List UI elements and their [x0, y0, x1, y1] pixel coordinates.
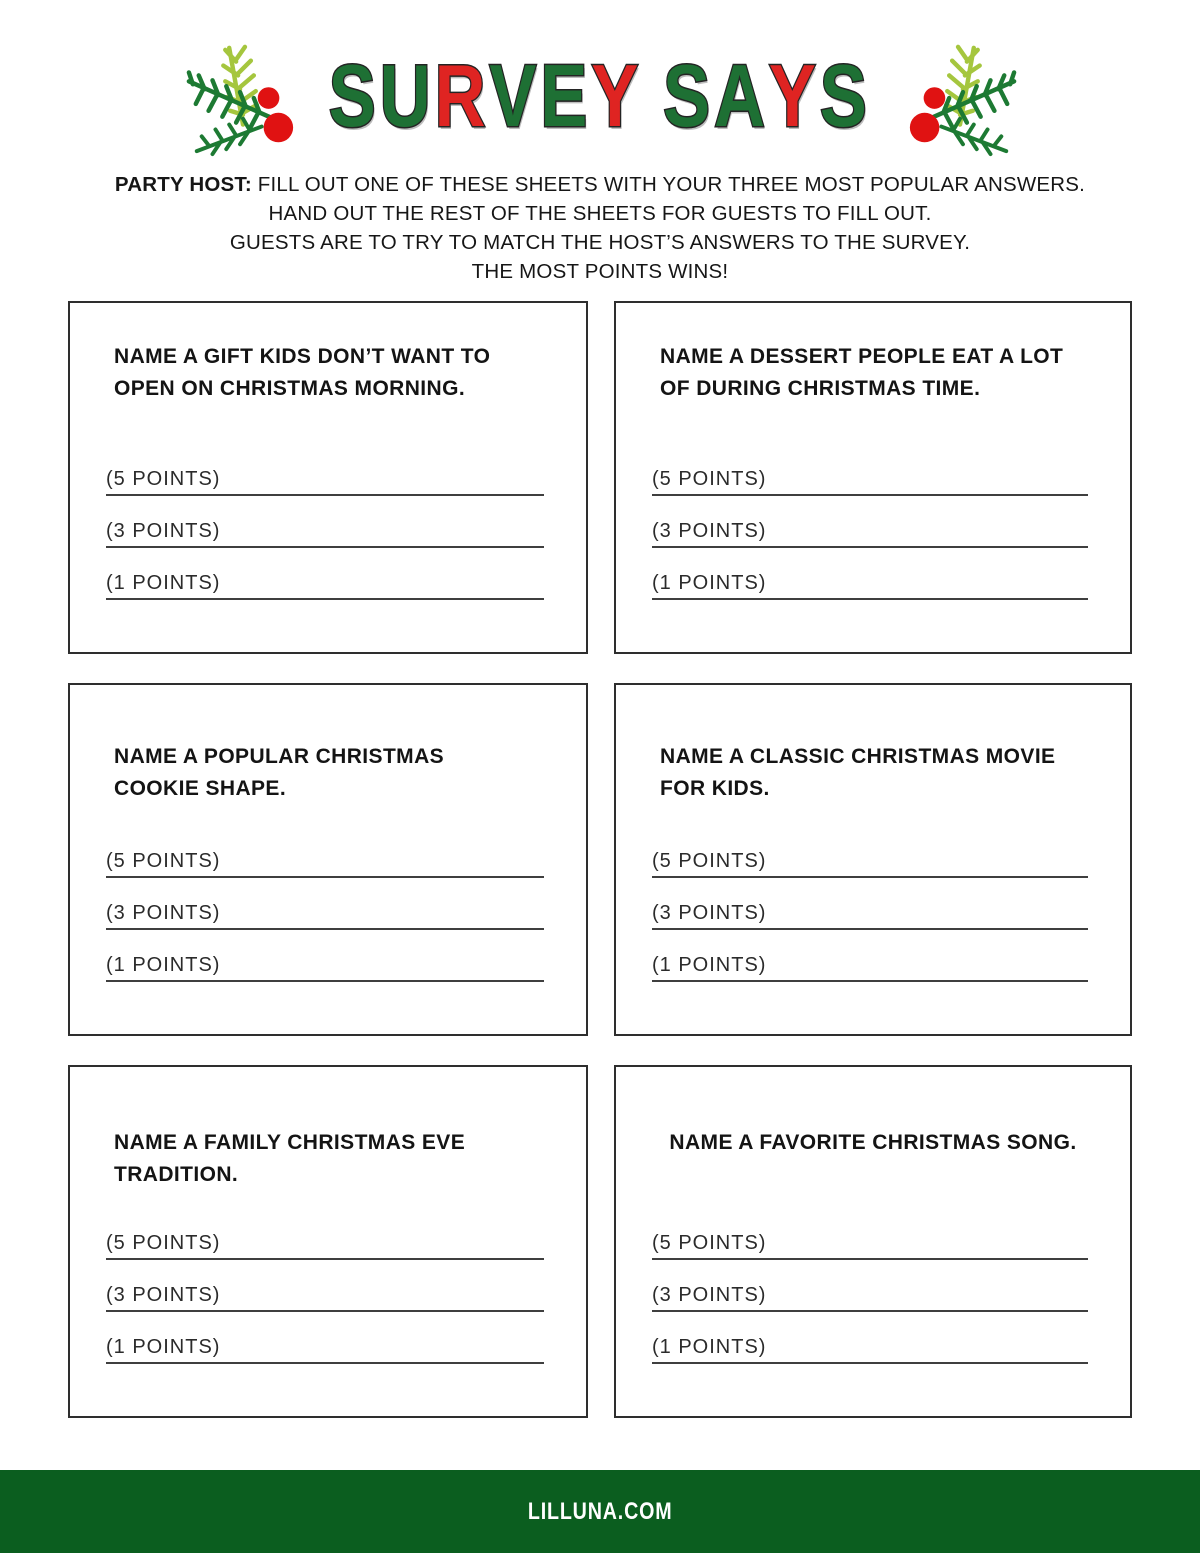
- berry-icon: [924, 87, 946, 109]
- points-label: (5 POINTS): [652, 1232, 767, 1254]
- points-label: (5 POINTS): [106, 850, 221, 872]
- answer-line: [106, 849, 544, 878]
- survey-card-movie: [614, 683, 1132, 1036]
- answer-line: [652, 1335, 1088, 1364]
- points-label: (1 POINTS): [106, 572, 221, 594]
- answer-line: [106, 571, 544, 600]
- points-label: (1 POINTS): [106, 954, 221, 976]
- survey-card-dessert: [614, 301, 1132, 654]
- answer-line: [652, 849, 1088, 878]
- evergreen-sprig-right-icon: [902, 40, 1020, 158]
- answers: [652, 849, 1088, 982]
- answer-line: [106, 901, 544, 930]
- points-label: (1 POINTS): [652, 954, 767, 976]
- card-question: NAME A CLASSIC CHRISTMAS MOVIE FOR KIDS.: [660, 745, 1056, 800]
- instruction-line-4: THE MOST POINTS WINS!: [471, 260, 729, 283]
- card-question: NAME A POPULAR CHRISTMAS COOKIE SHAPE.: [114, 745, 445, 800]
- points-label: (1 POINTS): [652, 572, 767, 594]
- survey-card-cookie: [68, 683, 588, 1036]
- points-label: (3 POINTS): [106, 902, 221, 924]
- points-label: (5 POINTS): [652, 850, 767, 872]
- points-label: (1 POINTS): [652, 1336, 767, 1358]
- answers: [652, 467, 1088, 600]
- page-title: [0, 46, 1200, 145]
- instruction-line-2: HAND OUT THE REST OF THE SHEETS FOR GUESTS TO FILL OUT.: [268, 202, 932, 225]
- answer-line: [106, 519, 544, 548]
- answers: [652, 1231, 1088, 1364]
- answer-line: [106, 1283, 544, 1312]
- points-label: (5 POINTS): [106, 1232, 221, 1254]
- card-question: NAME A GIFT KIDS DON’T WANT TO OPEN ON CHRISTMAS MORNING.: [114, 345, 491, 400]
- answer-line: [652, 467, 1088, 496]
- points-label: (5 POINTS): [652, 468, 767, 490]
- survey-card-song: [614, 1065, 1132, 1418]
- answers: [106, 849, 544, 982]
- survey-cards-grid: [68, 301, 1132, 1418]
- answer-line: [652, 953, 1088, 982]
- points-label: (3 POINTS): [106, 520, 221, 542]
- answer-line: [106, 953, 544, 982]
- answer-line: [652, 901, 1088, 930]
- answer-line: [652, 1283, 1088, 1312]
- answer-line: [652, 519, 1088, 548]
- survey-card-gift: [68, 301, 588, 654]
- answer-line: [652, 1231, 1088, 1260]
- card-question: NAME A FAMILY CHRISTMAS EVE TRADITION.: [114, 1131, 466, 1186]
- points-label: (3 POINTS): [652, 520, 767, 542]
- answer-line: [106, 467, 544, 496]
- points-label: (1 POINTS): [106, 1336, 221, 1358]
- answers: [106, 467, 544, 600]
- party-host-label: PARTY HOST:: [114, 173, 252, 196]
- answer-line: [106, 1231, 544, 1260]
- answer-line: [106, 1335, 544, 1364]
- site-name: LILLUNA.COM: [527, 1497, 673, 1525]
- card-question: NAME A DESSERT PEOPLE EAT A LOT OF DURING CHRISTMAS TIME.: [660, 345, 1064, 400]
- berry-icon: [910, 113, 940, 142]
- instruction-line-1: [60, 170, 1140, 199]
- instructions: [60, 170, 1140, 286]
- points-label: (5 POINTS): [106, 468, 221, 490]
- instruction-line-3: GUESTS ARE TO TRY TO MATCH THE HOST’S ANSWERS TO THE SURVEY.: [229, 231, 971, 254]
- instruction-line-1-text: FILL OUT ONE OF THESE SHEETS WITH YOUR THREE MOST POPULAR ANSWERS.: [257, 173, 1086, 196]
- card-question: NAME A FAVORITE CHRISTMAS SONG.: [669, 1131, 1077, 1154]
- points-label: (3 POINTS): [652, 902, 767, 924]
- answer-line: [652, 571, 1088, 600]
- survey-card-tradition: [68, 1065, 588, 1418]
- footer-bar: [0, 1470, 1200, 1553]
- title-letters: SURVEY SAYS: [328, 46, 872, 145]
- points-label: (3 POINTS): [106, 1284, 221, 1306]
- answers: [106, 1231, 544, 1364]
- points-label: (3 POINTS): [652, 1284, 767, 1306]
